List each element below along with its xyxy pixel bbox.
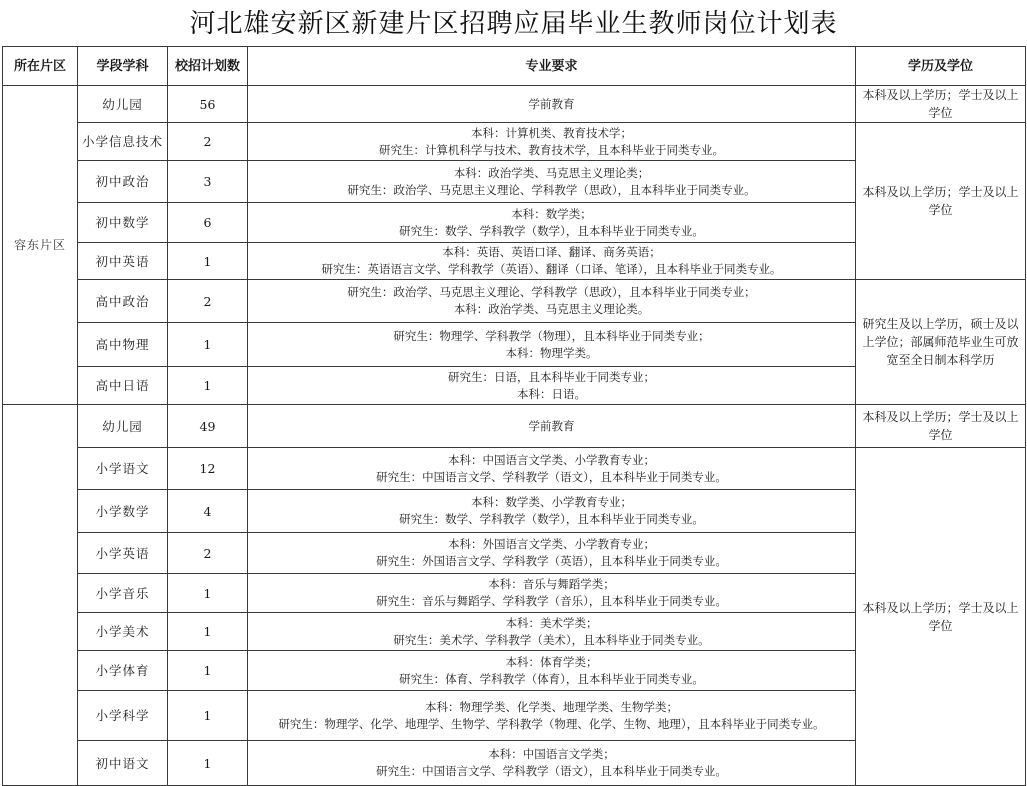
major-requirement-cell — [248, 280, 856, 323]
header-major: 专业要求 — [248, 47, 856, 86]
requirement-line: 研究生：音乐与舞蹈学、学科教学（音乐），且本科毕业于同类专业。 — [376, 594, 727, 608]
header-count: 校招计划数 — [168, 47, 248, 86]
major-requirement-cell — [248, 123, 856, 161]
subject-cell: 幼儿园 — [78, 86, 168, 123]
degree-cell: 本科及以上学历；学士及以上学位 — [856, 86, 1026, 123]
degree-cell: 本科及以上学历；学士及以上学位 — [856, 405, 1026, 448]
major-requirement-cell — [248, 405, 856, 448]
requirement-line: 学前教育 — [528, 96, 575, 111]
count-cell: 1 — [168, 367, 248, 405]
recruitment-plan-table — [2, 46, 1026, 786]
table-row — [3, 123, 1026, 161]
table-row — [3, 86, 1026, 123]
subject-cell: 小学美术 — [78, 613, 168, 651]
requirement-line: 本科：外国语言文学类、小学教育专业； — [448, 537, 655, 551]
requirement-line: 研究生：中国语言文学、学科教学（语文），且本科毕业于同类专业。 — [376, 469, 727, 484]
major-requirement-cell — [248, 533, 856, 574]
table-row — [3, 448, 1026, 490]
table-row — [3, 405, 1026, 448]
requirement-line: 研究生：物理学、化学、地理学、生物学、学科教学（物理、化学、生物、地理），且本科毕业于同类专业。 — [278, 716, 825, 731]
requirement-line: 研究生：数学、学科教学（数学），且本科毕业于同类专业。 — [399, 512, 704, 526]
count-cell: 6 — [168, 203, 248, 243]
header-row — [3, 47, 1026, 86]
count-cell: 49 — [168, 405, 248, 448]
degree-cell: 本科及以上学历；学士及以上学位 — [856, 123, 1026, 280]
count-cell: 1 — [168, 741, 248, 786]
count-cell: 1 — [168, 651, 248, 691]
count-cell: 12 — [168, 448, 248, 490]
major-requirement-cell — [248, 367, 856, 405]
subject-cell: 高中政治 — [78, 280, 168, 323]
subject-cell: 小学英语 — [78, 533, 168, 574]
major-requirement-cell — [248, 613, 856, 651]
requirement-line: 本科：数学类、小学教育专业； — [471, 495, 632, 509]
requirement-line: 本科：政治学类、马克思主义理论类； — [453, 165, 650, 180]
major-requirement-cell — [248, 691, 856, 741]
requirement-line: 本科：政治学类、马克思主义理论类。 — [453, 302, 650, 316]
count-cell: 1 — [168, 243, 248, 280]
subject-cell: 小学体育 — [78, 651, 168, 691]
major-requirement-cell — [248, 203, 856, 243]
subject-cell: 初中英语 — [78, 243, 168, 280]
requirement-line: 本科：计算机类、教育技术学； — [471, 125, 632, 140]
count-cell: 56 — [168, 86, 248, 123]
requirement-line: 研究生：中国语言文学、学科教学（语文），且本科毕业于同类专业。 — [376, 764, 727, 778]
requirement-line: 本科：英语、英语口译、翻译、商务英语； — [442, 245, 661, 259]
subject-cell: 小学科学 — [78, 691, 168, 741]
count-cell: 4 — [168, 490, 248, 533]
major-requirement-cell — [248, 323, 856, 367]
major-requirement-cell — [248, 574, 856, 613]
count-cell: 3 — [168, 161, 248, 203]
requirement-line: 研究生：日语，且本科毕业于同类专业； — [448, 369, 655, 384]
subject-cell: 初中政治 — [78, 161, 168, 203]
requirement-line: 研究生：政治学、马克思主义理论、学科教学（思政），且本科毕业于同类专业。 — [347, 182, 756, 197]
count-cell: 2 — [168, 280, 248, 323]
table-row — [3, 280, 1026, 323]
requirement-line: 本科：日语。 — [517, 386, 586, 401]
requirement-line: 本科：物理学类。 — [505, 345, 598, 360]
subject-cell: 小学数学 — [78, 490, 168, 533]
major-requirement-cell — [248, 490, 856, 533]
subject-cell: 幼儿园 — [78, 405, 168, 448]
subject-cell: 初中语文 — [78, 741, 168, 786]
requirement-line: 本科：体育学类； — [505, 654, 598, 669]
header-area: 所在片区 — [3, 47, 78, 86]
subject-cell: 高中日语 — [78, 367, 168, 405]
requirement-line: 研究生：数学、学科教学（数学），且本科毕业于同类专业。 — [399, 223, 704, 238]
requirement-line: 研究生：美术学、学科教学（美术），且本科毕业于同类专业。 — [393, 632, 710, 647]
requirement-line: 研究生：体育、学科教学（体育），且本科毕业于同类专业。 — [399, 671, 704, 686]
requirement-line: 研究生：外国语言文学、学科教学（英语），且本科毕业于同类专业。 — [376, 554, 727, 568]
requirement-line: 本科：中国语言文学类、小学教育专业； — [448, 452, 655, 467]
area-cell: 容东片区 — [3, 86, 78, 405]
subject-cell: 小学信息技术 — [78, 123, 168, 161]
header-subject: 学段学科 — [78, 47, 168, 86]
major-requirement-cell — [248, 86, 856, 123]
requirement-line: 研究生：计算机科学与技术、教育技术学，且本科毕业于同类专业。 — [379, 142, 724, 157]
count-cell: 1 — [168, 691, 248, 741]
area-cell — [3, 405, 78, 786]
subject-cell: 初中数学 — [78, 203, 168, 243]
degree-cell: 本科及以上学历；学士及以上学位 — [856, 448, 1026, 786]
requirement-line: 本科：中国语言文学类； — [488, 747, 615, 761]
count-cell: 1 — [168, 574, 248, 613]
degree-cell: 研究生及以上学历，硕士及以上学位；部属师范毕业生可放宽至全日制本科学历 — [856, 280, 1026, 405]
count-cell: 2 — [168, 533, 248, 574]
requirement-line: 本科：数学类； — [511, 206, 592, 221]
requirement-line: 研究生：政治学、马克思主义理论、学科教学（思政），且本科毕业于同类专业； — [347, 285, 756, 299]
count-cell: 2 — [168, 123, 248, 161]
requirement-line: 本科：物理学类、化学类、地理学类、生物学类； — [425, 699, 678, 714]
major-requirement-cell — [248, 741, 856, 786]
requirement-line: 研究生：英语语言文学、学科教学（英语）、翻译（口译、笔译），且本科毕业于同类专业。 — [321, 262, 782, 276]
major-requirement-cell — [248, 161, 856, 203]
subject-cell: 小学语文 — [78, 448, 168, 490]
major-requirement-cell — [248, 448, 856, 490]
requirement-line: 学前教育 — [528, 418, 575, 433]
requirement-line: 本科：美术学类； — [505, 615, 598, 630]
page-title: 河北雄安新区新建片区招聘应届毕业生教师岗位计划表 — [189, 9, 838, 39]
subject-cell: 小学音乐 — [78, 574, 168, 613]
header-degree: 学历及学位 — [856, 47, 1026, 86]
count-cell: 1 — [168, 323, 248, 367]
requirement-line: 本科：音乐与舞蹈学类； — [488, 577, 615, 591]
count-cell: 1 — [168, 613, 248, 651]
major-requirement-cell — [248, 243, 856, 280]
subject-cell: 高中物理 — [78, 323, 168, 367]
requirement-line: 研究生：物理学、学科教学（物理），且本科毕业于同类专业； — [393, 328, 710, 343]
major-requirement-cell — [248, 651, 856, 691]
